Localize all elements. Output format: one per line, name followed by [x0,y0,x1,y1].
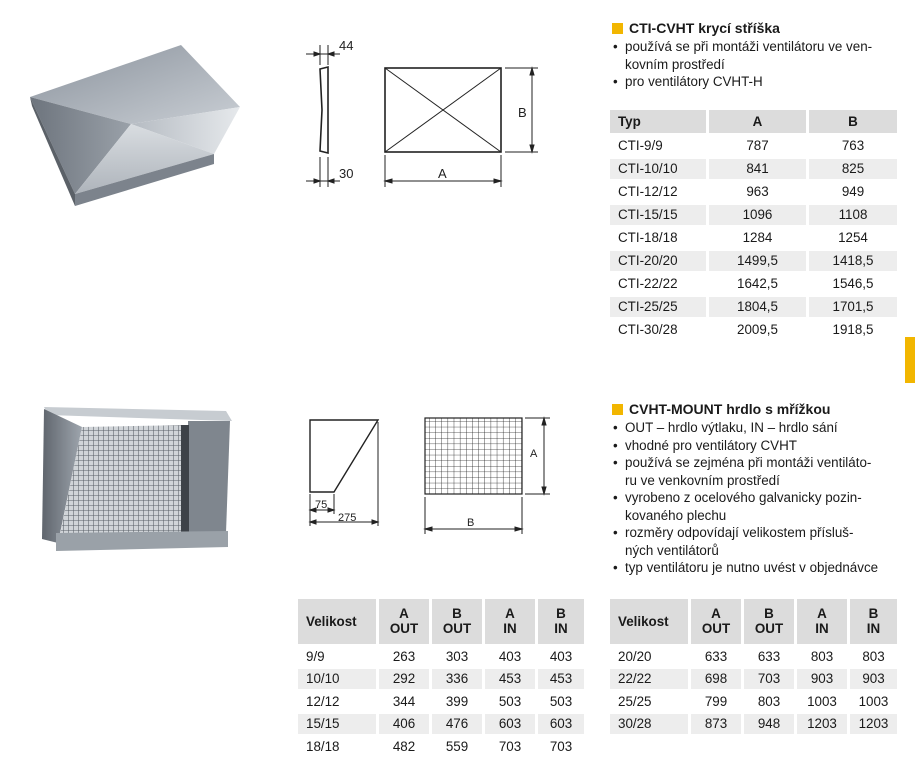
list-item: • používá se zejména při montáži ventiláto- ru ve venkovním prostředí [610,454,910,489]
col-header: B OUT [431,599,484,645]
row-label-cell: CTI-10/10 [610,157,708,180]
row-label-cell: CTI-9/9 [610,134,708,157]
value-cell: 1203 [796,713,849,736]
value-cell: 406 [378,713,431,736]
section-title: CVHT-MOUNT hrdlo s mřížkou [629,401,831,417]
dim-44-label: 44 [339,38,354,53]
col-header: A IN [796,599,849,645]
value-cell: 903 [849,668,898,691]
value-cell: 948 [743,713,796,736]
row-label-cell: 15/15 [298,713,378,736]
value-cell: 873 [690,713,743,736]
list-item: • rozměry odpovídají velikostem přísluš- ných ventilátorů [610,524,910,559]
table-row [610,690,897,713]
table-row [610,295,897,318]
row-label-cell: 10/10 [298,668,378,691]
value-cell: 263 [378,645,431,668]
dim-b-label: B [518,105,527,120]
table-row [610,157,897,180]
page-edge-tab [905,337,915,383]
row-label-cell: 25/25 [610,690,690,713]
value-cell: 399 [431,690,484,713]
dim-75-label: 75 [315,499,328,511]
value-cell: 1546,5 [808,272,898,295]
dim-a-label: A [438,166,447,181]
mount-size-table-left [298,599,584,759]
value-cell: 1096 [708,203,808,226]
value-cell: 903 [796,668,849,691]
col-header: B IN [849,599,898,645]
list-item: • používá se při montáži ventilátoru ve ven- kovním prostředí [610,38,900,73]
col-header: A OUT [690,599,743,645]
cti-size-table [610,110,897,343]
table-row [298,713,584,736]
list-item: • OUT – hrdlo výtlaku, IN – hrdlo sání [610,419,910,437]
row-label-cell: CTI-20/20 [610,249,708,272]
value-cell: 1003 [796,690,849,713]
table-row [610,134,897,157]
value-cell: 1003 [849,690,898,713]
row-label-cell: 18/18 [298,735,378,758]
value-cell: 476 [431,713,484,736]
value-cell: 1499,5 [708,249,808,272]
col-header-b: B [808,110,898,134]
value-cell: 787 [708,134,808,157]
value-cell: 803 [743,690,796,713]
value-cell: 482 [378,735,431,758]
value-cell: 703 [537,735,585,758]
table-row [610,180,897,203]
value-cell: 603 [484,713,537,736]
row-label-cell: 20/20 [610,645,690,668]
value-cell: 344 [378,690,431,713]
value-cell: 633 [743,645,796,668]
roof-cover-drawing [300,35,550,195]
value-cell: 292 [378,668,431,691]
value-cell: 803 [849,645,898,668]
roof-cover-photo [28,40,243,215]
table-row [298,645,584,668]
table-row [610,272,897,295]
feature-list-mount [610,419,910,577]
col-header: Velikost [298,599,378,645]
table-row [610,318,897,341]
value-cell: 1642,5 [708,272,808,295]
value-cell: 633 [690,645,743,668]
table-row [298,690,584,713]
value-cell: 803 [796,645,849,668]
table-row [610,226,897,249]
value-cell: 1418,5 [808,249,898,272]
value-cell: 841 [708,157,808,180]
row-label-cell: 30/28 [610,713,690,736]
section-title: CTI-CVHT krycí stříška [629,20,780,36]
col-header: A OUT [378,599,431,645]
value-cell: 698 [690,668,743,691]
list-item: • vhodné pro ventilátory CVHT [610,437,910,455]
value-cell: 503 [484,690,537,713]
row-label-cell: CTI-12/12 [610,180,708,203]
col-header-typ: Typ [610,110,708,134]
col-header: B IN [537,599,585,645]
value-cell: 1284 [708,226,808,249]
value-cell: 1203 [849,713,898,736]
value-cell: 799 [690,690,743,713]
row-label-cell: 12/12 [298,690,378,713]
row-label-cell: 9/9 [298,645,378,668]
value-cell: 336 [431,668,484,691]
row-label-cell: CTI-18/18 [610,226,708,249]
value-cell: 1918,5 [808,318,898,341]
value-cell: 1108 [808,203,898,226]
dim-b-label: B [467,517,475,529]
table-row [610,203,897,226]
value-cell: 2009,5 [708,318,808,341]
value-cell: 403 [484,645,537,668]
list-item: • typ ventilátoru je nutno uvést v objednávce [610,559,910,577]
value-cell: 503 [537,690,585,713]
list-item: • pro ventilátory CVHT-H [610,73,900,91]
value-cell: 303 [431,645,484,668]
value-cell: 453 [484,668,537,691]
section-heading-mount [612,401,830,417]
col-header: A IN [484,599,537,645]
col-header: B OUT [743,599,796,645]
section-heading-cti [612,20,780,36]
value-cell: 1701,5 [808,295,898,318]
col-header: Velikost [610,599,690,645]
value-cell: 963 [708,180,808,203]
row-label-cell: CTI-22/22 [610,272,708,295]
table-row [298,735,584,758]
row-label-cell: CTI-30/28 [610,318,708,341]
row-label-cell: 22/22 [610,668,690,691]
row-label-cell: CTI-15/15 [610,203,708,226]
dim-275-label: 275 [338,512,357,524]
value-cell: 825 [808,157,898,180]
value-cell: 703 [743,668,796,691]
value-cell: 403 [537,645,585,668]
heading-marker-icon [612,23,623,34]
value-cell: 763 [808,134,898,157]
mount-size-table-right [610,599,897,737]
value-cell: 453 [537,668,585,691]
value-cell: 703 [484,735,537,758]
value-cell: 949 [808,180,898,203]
value-cell: 559 [431,735,484,758]
mount-grille-photo [38,405,238,555]
value-cell: 603 [537,713,585,736]
heading-marker-icon [612,404,623,415]
row-label-cell: CTI-25/25 [610,295,708,318]
col-header-a: A [708,110,808,134]
table-row [610,668,897,691]
dim-a-label: A [530,448,538,460]
feature-list-cti [610,38,900,91]
table-row [610,713,897,736]
table-row [610,249,897,272]
table-row [610,645,897,668]
value-cell: 1804,5 [708,295,808,318]
value-cell: 1254 [808,226,898,249]
mount-grille-drawing [300,410,565,535]
dim-30-label: 30 [339,166,354,181]
list-item: • vyrobeno z ocelového galvanicky pozin- kovaného plechu [610,489,910,524]
table-row [298,668,584,691]
